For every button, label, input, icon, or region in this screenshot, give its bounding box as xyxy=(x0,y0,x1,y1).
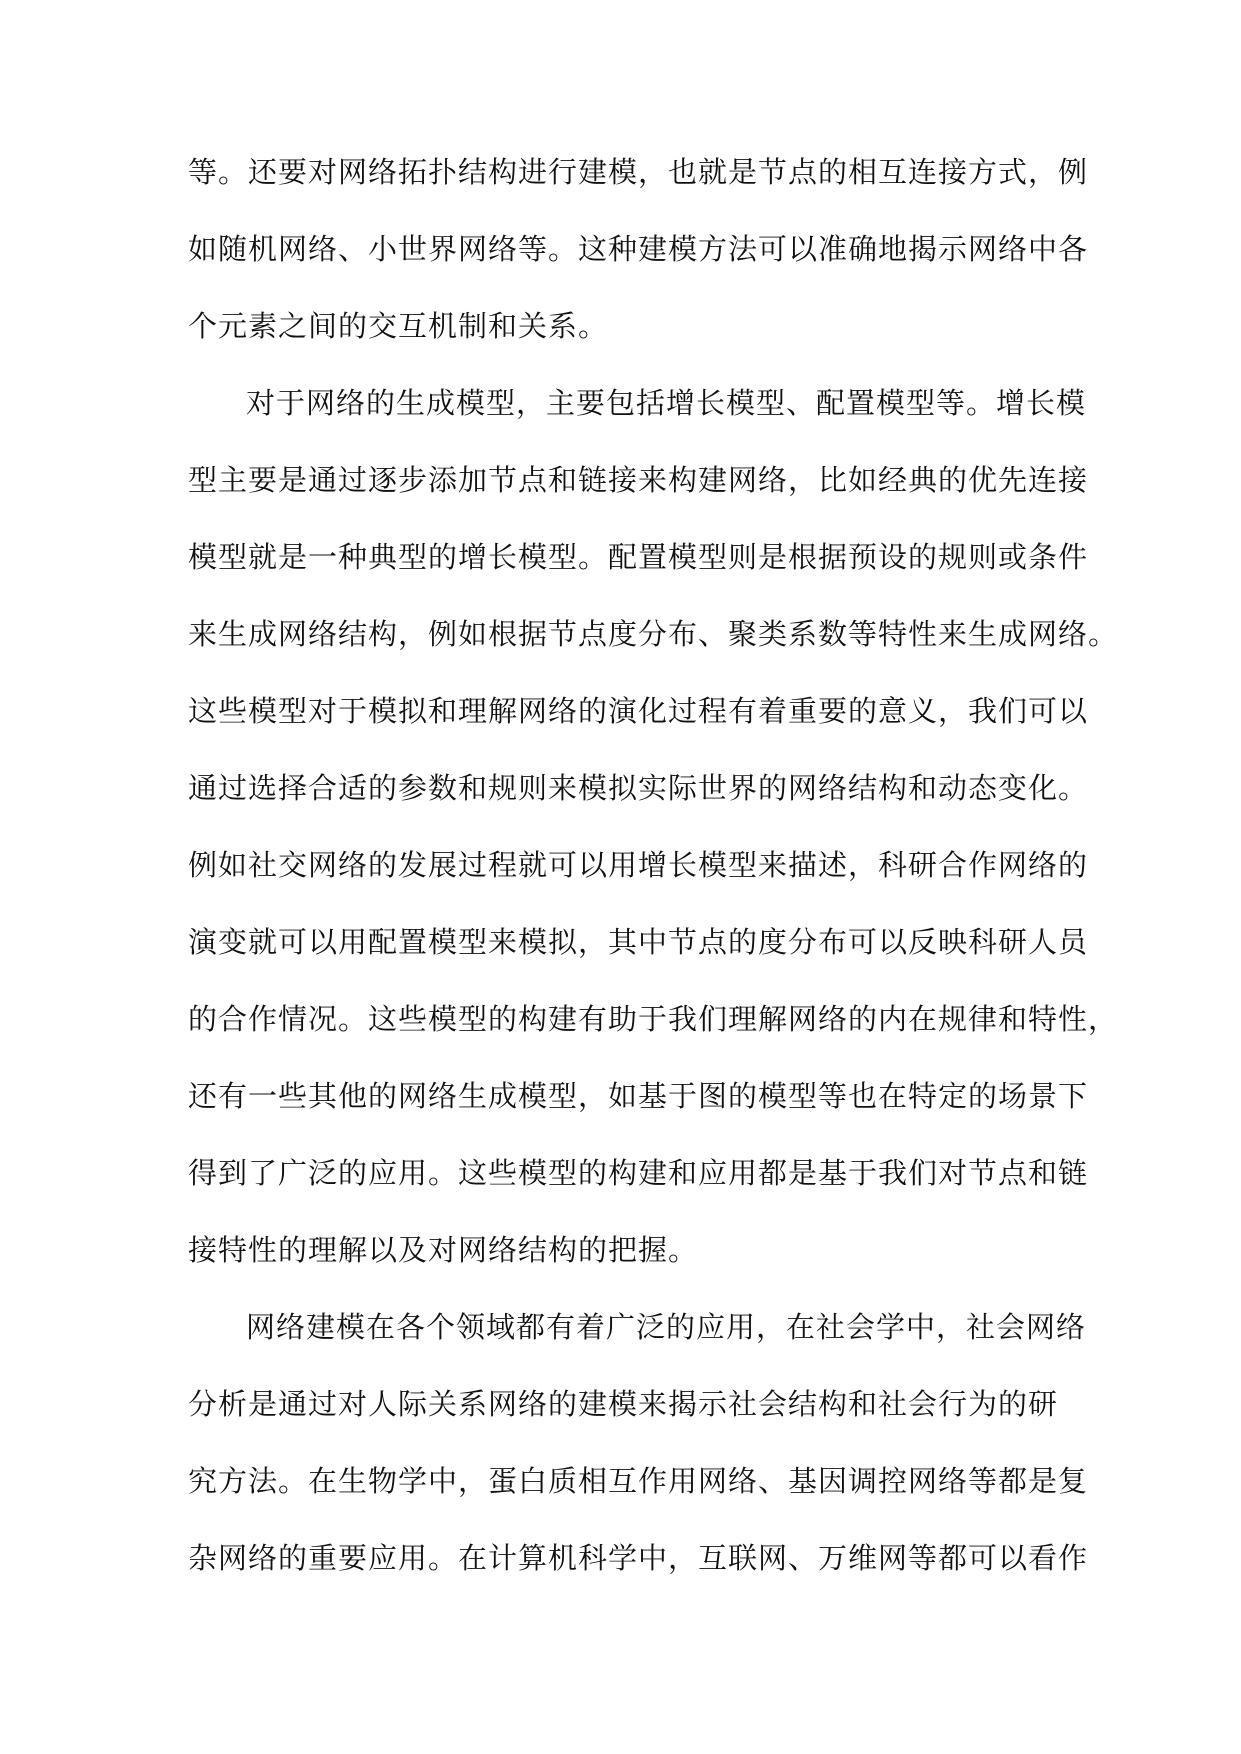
paragraph-start-line: 网络建模在各个领域都有着广泛的应用，在社会学中，社会网络 xyxy=(246,1310,1087,1344)
text-line: 来生成网络结构，例如根据节点度分布、聚类系数等特性来生成网络。 xyxy=(188,617,1119,651)
text-line: 的合作情况。这些模型的构建有助于我们理解网络的内在规律和特性， xyxy=(188,1002,1119,1036)
text-line: 得到了广泛的应用。这些模型的构建和应用都是基于我们对节点和链 xyxy=(188,1156,1089,1190)
text-line: 通过选择合适的参数和规则来模拟实际世界的网络结构和动态变化。 xyxy=(188,771,1089,805)
text-line: 演变就可以用配置模型来模拟，其中节点的度分布可以反映科研人员 xyxy=(188,925,1089,959)
text-line: 如随机网络、小世界网络等。这种建模方法可以准确地揭示网络中各 xyxy=(188,232,1089,266)
text-line: 还有一些其他的网络生成模型，如基于图的模型等也在特定的场景下 xyxy=(188,1079,1089,1113)
text-line: 杂网络的重要应用。在计算机科学中，互联网、万维网等都可以看作 xyxy=(188,1541,1089,1575)
text-line: 模型就是一种典型的增长模型。配置模型则是根据预设的规则或条件 xyxy=(188,540,1089,574)
paragraph-start-line: 对于网络的生成模型，主要包括增长模型、配置模型等。增长模 xyxy=(246,386,1087,420)
text-line: 分析是通过对人际关系网络的建模来揭示社会结构和社会行为的研 xyxy=(188,1387,1059,1421)
text-line: 究方法。在生物学中，蛋白质相互作用网络、基因调控网络等都是复 xyxy=(188,1464,1089,1498)
text-line: 例如社交网络的发展过程就可以用增长模型来描述，科研合作网络的 xyxy=(188,848,1089,882)
text-line: 型主要是通过逐步添加节点和链接来构建网络，比如经典的优先连接 xyxy=(188,463,1089,497)
text-line: 接特性的理解以及对网络结构的把握。 xyxy=(188,1233,699,1267)
text-line: 这些模型对于模拟和理解网络的演化过程有着重要的意义，我们可以 xyxy=(188,694,1089,728)
text-line: 等。还要对网络拓扑结构进行建模，也就是节点的相互连接方式，例 xyxy=(188,155,1089,189)
text-line: 个元素之间的交互机制和关系。 xyxy=(188,309,609,343)
